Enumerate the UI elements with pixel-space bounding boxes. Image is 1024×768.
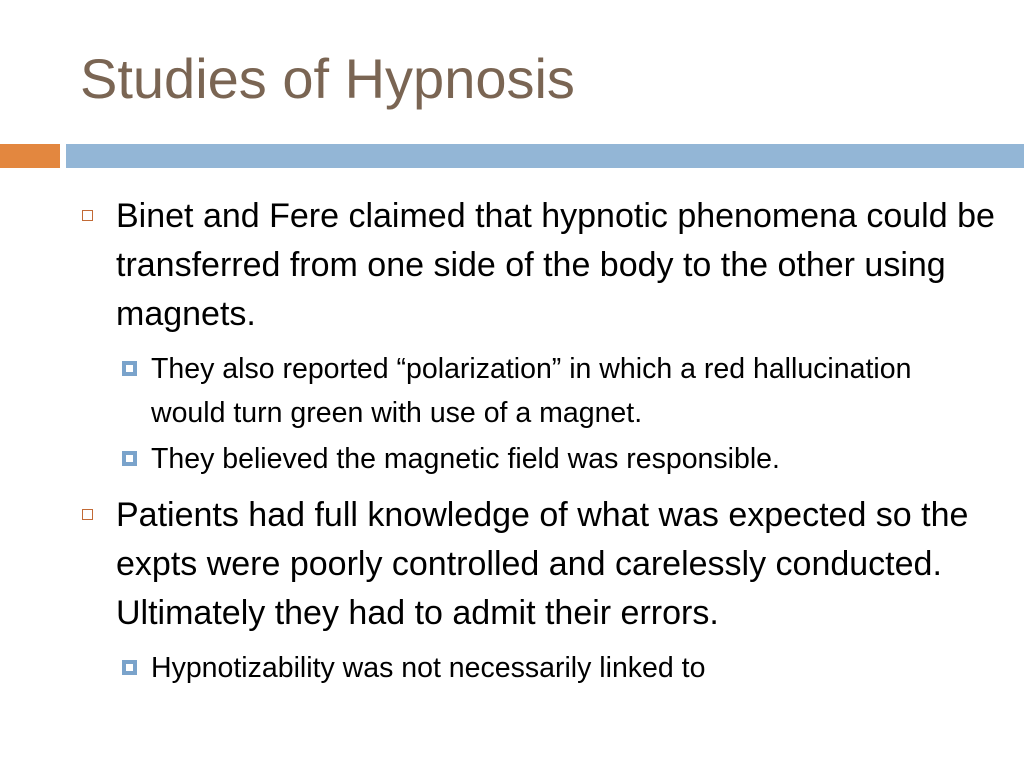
sub-bullet-text: They also reported “polarization” in which a red hallucination would turn green with use of a magnet. — [151, 353, 912, 429]
sub-bullet-item — [151, 646, 981, 690]
sub-bullet-text: Hypnotizability was not necessarily linked to — [151, 652, 706, 684]
square-bullet-icon — [122, 361, 137, 376]
bullet-text: Binet and Fere claimed that hypnotic phenomena could be transferred from one side of the body to the other using magnets. — [116, 197, 995, 333]
accent-bar-orange — [0, 144, 60, 168]
sub-bullet-text: They believed the magnetic field was responsible. — [151, 443, 780, 475]
hollow-square-bullet-icon — [82, 210, 93, 221]
square-bullet-icon — [122, 451, 137, 466]
bullet-item — [116, 491, 996, 638]
square-bullet-icon — [122, 660, 137, 675]
hollow-square-bullet-icon — [82, 509, 93, 520]
slide-title: Studies of Hypnosis — [80, 47, 575, 110]
bullet-item — [116, 192, 996, 339]
bullet-text: Patients had full knowledge of what was expected so the expts were poorly controlled and carelessly conducted. Ultimately they had to admit their errors. — [116, 496, 969, 632]
sub-bullet-item — [151, 437, 981, 481]
sub-bullet-item — [151, 347, 981, 435]
slide-body — [0, 192, 1024, 690]
accent-bar-blue — [66, 144, 1024, 168]
